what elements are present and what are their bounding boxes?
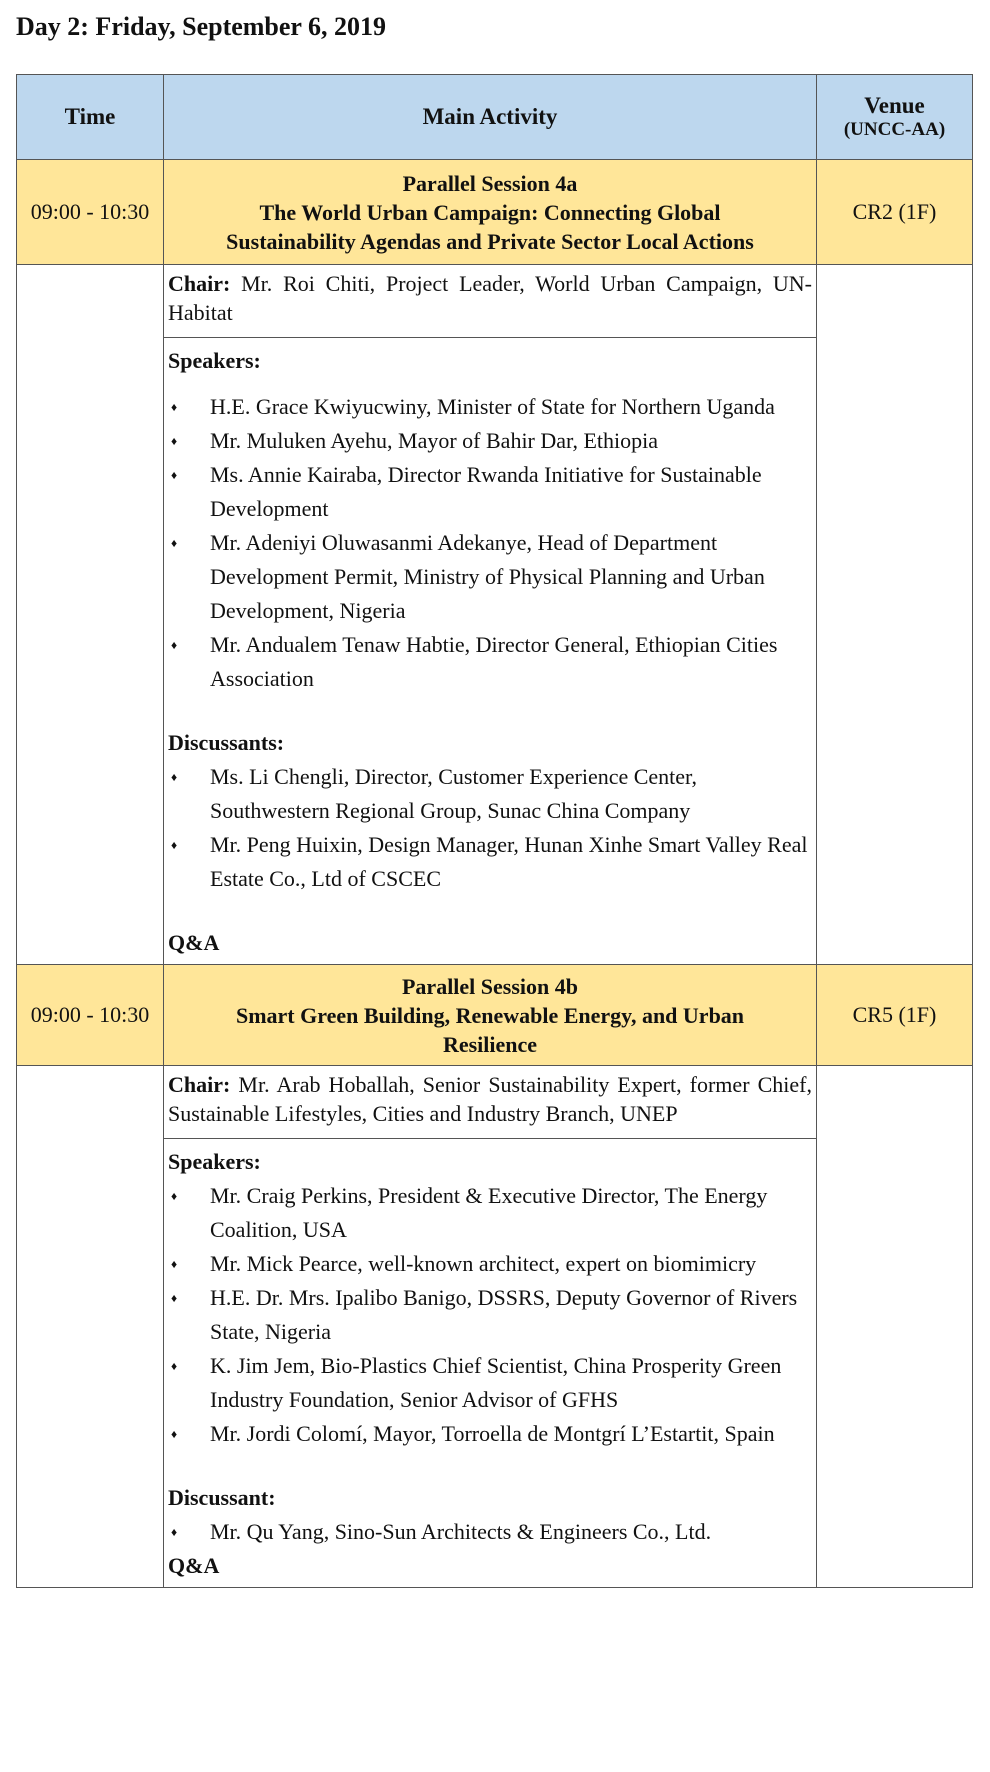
discussants-label: Discussant:: [168, 1485, 276, 1510]
discussant-item: ♦ Mr. Qu Yang, Sino-Sun Architects & Engineers Co., Ltd.: [168, 1515, 812, 1549]
session-details: [164, 1066, 817, 1588]
header-row: [17, 75, 973, 160]
speaker-item: ♦ Mr. Jordi Colomí, Mayor, Torroella de Montgrí L’Estartit, Spain: [168, 1417, 812, 1451]
header-venue: [817, 75, 973, 160]
session-row-4a: [17, 160, 973, 265]
discussant-item: ♦ Ms. Li Chengli, Director, Customer Experience Center, Southwestern Regional Group, Sunac China Company: [168, 760, 812, 828]
session-venue: CR5 (1F): [817, 965, 973, 1066]
speaker-item: ♦ Mr. Adeniyi Oluwasanmi Adekanye, Head of Department Development Permit, Ministry of Physical Planning and Urban Development, Nigeria: [168, 526, 812, 628]
session-venue: CR2 (1F): [817, 160, 973, 265]
chair-label: Chair:: [168, 271, 231, 296]
speaker-item: ♦ K. Jim Jem, Bio-Plastics Chief Scientist, China Prosperity Green Industry Foundation, Senior Advisor of GFHS: [168, 1349, 812, 1417]
empty-cell: [817, 265, 973, 965]
session-title-line: Resilience: [442, 1031, 538, 1057]
qa-label: Q&A: [168, 930, 220, 955]
speaker-item: ♦ Mr. Andualem Tenaw Habtie, Director General, Ethiopian Cities Association: [168, 628, 812, 696]
speakers-block: [164, 338, 816, 964]
speaker-item: ♦ Mr. Craig Perkins, President & Executive Director, The Energy Coalition, USA: [168, 1179, 812, 1247]
empty-cell: [817, 1066, 973, 1588]
discussants-list: [168, 760, 812, 896]
session-title-line: Sustainability Agendas and Private Sector Local Actions: [226, 228, 754, 254]
header-main-activity: Main Activity: [164, 75, 817, 160]
day-title: Day 2: Friday, September 6, 2019: [16, 12, 386, 41]
speaker-item: ♦ Ms. Annie Kairaba, Director Rwanda Initiative for Sustainable Development: [168, 458, 812, 526]
chair-block: [164, 265, 816, 338]
session-details: [164, 265, 817, 965]
speakers-block: [164, 1139, 816, 1587]
speakers-list: [168, 1179, 812, 1451]
session-row-4b: [17, 965, 973, 1066]
chair-text: Mr. Arab Hoballah, Senior Sustainability Expert, former Chief, Sustainable Lifestyles, Cities and Industry Branch, UNEP: [168, 1072, 812, 1126]
session-time: 09:00 - 10:30: [17, 160, 164, 265]
agenda-table: [16, 74, 973, 1588]
session-title-line: Parallel Session 4b: [401, 973, 578, 999]
session-title: [164, 965, 817, 1066]
discussants-label: Discussants:: [168, 730, 285, 755]
speaker-item: ♦ H.E. Grace Kwiyucwiny, Minister of State for Northern Uganda: [168, 390, 812, 424]
speakers-label: Speakers:: [168, 348, 261, 373]
discussant-item: ♦ Mr. Peng Huixin, Design Manager, Hunan Xinhe Smart Valley Real Estate Co., Ltd of CSCEC: [168, 828, 812, 896]
empty-cell: [17, 265, 164, 965]
header-time: Time: [17, 75, 164, 160]
session-title: [164, 160, 817, 265]
speaker-item: ♦ H.E. Dr. Mrs. Ipalibo Banigo, DSSRS, Deputy Governor of Rivers State, Nigeria: [168, 1281, 812, 1349]
session-title-line: Parallel Session 4a: [402, 170, 578, 196]
session-title-line: Smart Green Building, Renewable Energy, and Urban: [235, 1002, 745, 1028]
speaker-item: ♦ Mr. Mick Pearce, well-known architect, expert on biomimicry: [168, 1247, 812, 1281]
session-detail-row-4b: [17, 1066, 973, 1588]
empty-cell: [17, 1066, 164, 1588]
qa-label: Q&A: [168, 1553, 220, 1578]
chair-label: Chair:: [168, 1072, 231, 1097]
chair-block: [164, 1066, 816, 1139]
speakers-list: [168, 390, 812, 696]
header-venue-sub: (UNCC-AA): [843, 119, 946, 140]
session-detail-row-4a: [17, 265, 973, 965]
discussants-list: [168, 1515, 812, 1549]
chair-text: Mr. Roi Chiti, Project Leader, World Urban Campaign, UN-Habitat: [168, 271, 812, 325]
header-venue-label: Venue: [864, 93, 925, 118]
speakers-label: Speakers:: [168, 1149, 261, 1174]
session-time: 09:00 - 10:30: [17, 965, 164, 1066]
session-title-line: The World Urban Campaign: Connecting Global: [259, 199, 721, 225]
speaker-item: ♦ Mr. Muluken Ayehu, Mayor of Bahir Dar, Ethiopia: [168, 424, 812, 458]
